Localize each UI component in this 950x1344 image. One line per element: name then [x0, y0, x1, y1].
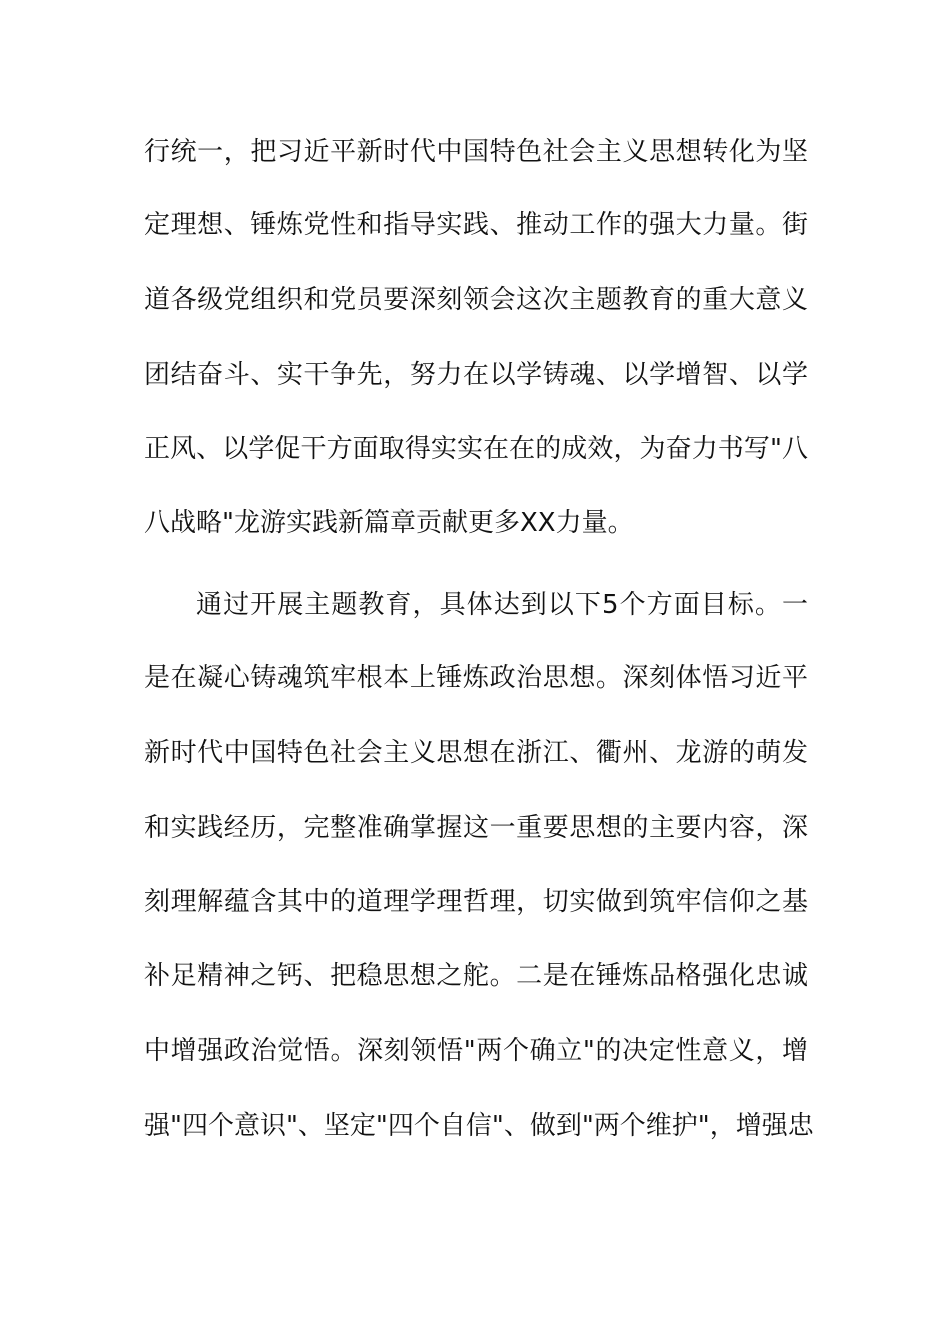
text-line: 八战略"龙游实践新篇章贡献更多XX力量。	[144, 508, 634, 538]
text-line: 是在凝心铸魂筑牢根本上锤炼政治思想。深刻体悟习近平	[144, 663, 808, 693]
text-line: 正风、以学促干方面取得实实在在的成效，为奋力书写"八	[144, 434, 808, 464]
text-line: 刻理解蕴含其中的道理学理哲理，切实做到筑牢信仰之基	[144, 887, 808, 917]
text-line: 补足精神之钙、把稳思想之舵。二是在锤炼品格强化忠诚	[144, 961, 808, 991]
text-line: 中增强政治觉悟。深刻领悟"两个确立"的决定性意义，增	[144, 1036, 808, 1066]
text-line: 和实践经历，完整准确掌握这一重要思想的主要内容，深	[144, 813, 808, 843]
text-line: 团结奋斗、实干争先，努力在以学铸魂、以学增智、以学	[144, 360, 808, 390]
text-line: 定理想、锤炼党性和指导实践、推动工作的强大力量。街	[144, 210, 808, 240]
text-line: 强"四个意识"、坚定"四个自信"、做到"两个维护"，增强忠	[144, 1111, 814, 1141]
text-line: 行统一，把习近平新时代中国特色社会主义思想转化为坚	[144, 137, 808, 167]
text-line: 道各级党组织和党员要深刻领会这次主题教育的重大意义	[144, 285, 808, 315]
text-line: 通过开展主题教育，具体达到以下5个方面目标。一	[196, 590, 808, 620]
text-line: 新时代中国特色社会主义思想在浙江、衢州、龙游的萌发	[144, 738, 808, 768]
